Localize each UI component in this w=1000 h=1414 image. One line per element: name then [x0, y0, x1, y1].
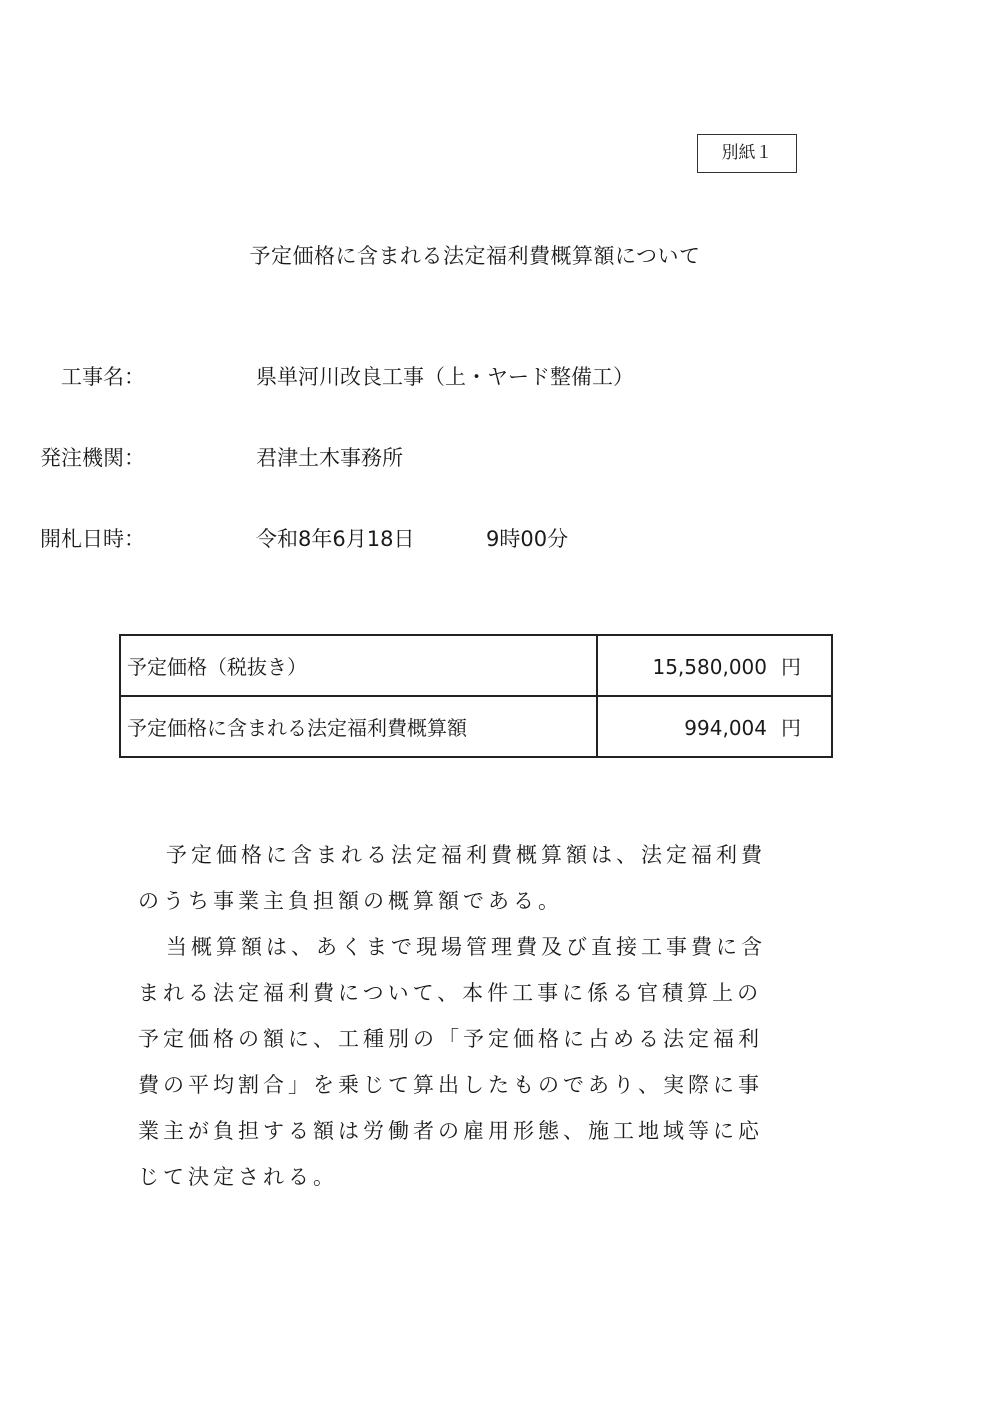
explanation-text — [138, 832, 818, 1200]
table-row — [120, 635, 832, 696]
attachment-badge: 別紙１ — [697, 134, 797, 173]
construction-name-value: 県単河川改良工事（上・ヤード整備工） — [256, 365, 634, 389]
table-row — [120, 696, 832, 757]
opening-datetime-row — [0, 522, 900, 556]
amount-value: 994,004 — [684, 716, 767, 740]
text-line: のうち事業主負担額の概算額である。 — [138, 889, 563, 913]
document-title: 予定価格に含まれる法定福利費概算額について — [249, 244, 701, 268]
explanation-paragraph-2 — [138, 924, 818, 1200]
table-item-cell: 予定価格に含まれる法定福利費概算額 — [120, 696, 597, 757]
construction-name-row — [0, 360, 900, 394]
construction-name-label: 工事名： — [61, 365, 145, 389]
text-line: じて決定される。 — [138, 1165, 338, 1189]
opening-time: 9時00分 — [486, 527, 569, 551]
table-amount-cell — [597, 635, 832, 696]
agency-row — [0, 441, 900, 475]
amount-unit: 円 — [781, 655, 801, 679]
price-table — [119, 634, 833, 758]
text-line: 当概算額は、あくまで現場管理費及び直接工事費に含 — [166, 935, 766, 959]
text-line: 業主が負担する額は労働者の雇用形態、施工地域等に応 — [138, 1119, 763, 1143]
text-line: 予定価格に含まれる法定福利費概算額は、法定福利費 — [166, 843, 766, 867]
table-amount-cell — [597, 696, 832, 757]
opening-date: 令和8年6月18日 — [256, 527, 415, 551]
amount-value: 15,580,000 — [652, 655, 767, 679]
explanation-paragraph-1 — [138, 832, 818, 924]
agency-value: 君津土木事務所 — [256, 446, 403, 470]
text-line: まれる法定福利費について、本件工事に係る官積算上の — [138, 981, 763, 1005]
text-line: 費の平均割合」を乗じて算出したものであり、実際に事 — [138, 1073, 763, 1097]
agency-label: 発注機関： — [40, 446, 145, 470]
opening-datetime-label: 開札日時： — [40, 527, 145, 551]
text-line: 予定価格の額に、工種別の「予定価格に占める法定福利 — [138, 1027, 763, 1051]
table-item-cell: 予定価格（税抜き） — [120, 635, 597, 696]
amount-unit: 円 — [781, 716, 801, 740]
